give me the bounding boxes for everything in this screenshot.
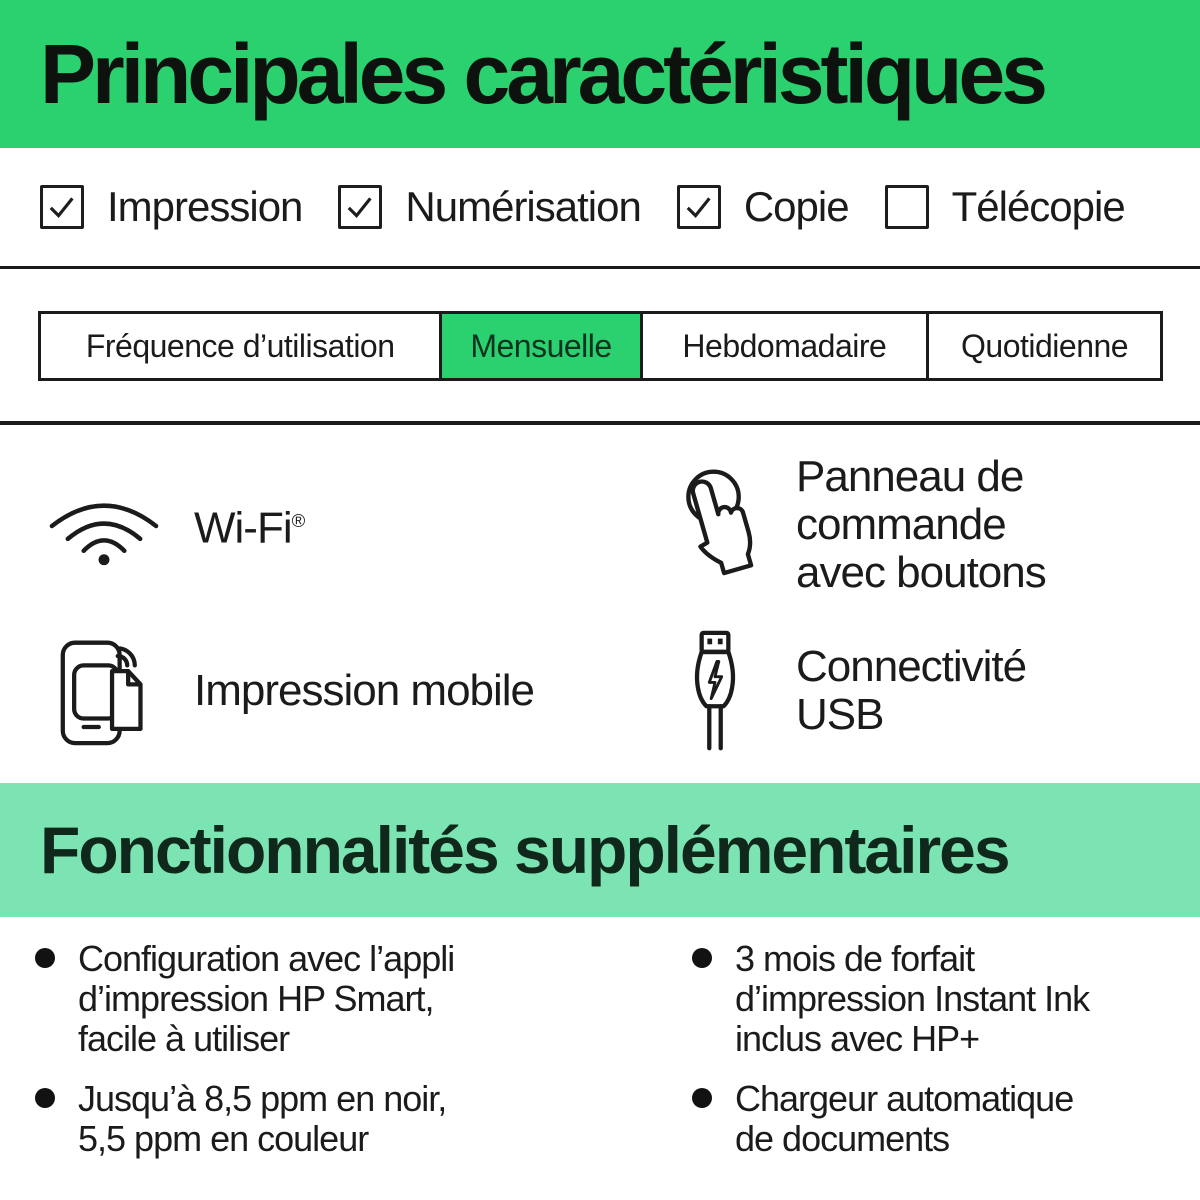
trademark-symbol: ® (291, 510, 305, 532)
checkbox-icon[interactable] (885, 185, 929, 229)
functions-row (0, 148, 1200, 266)
feature-label: Connectivité USB (796, 642, 1027, 739)
checkbox-label: Numérisation (405, 183, 641, 230)
frequency-selector (38, 311, 1163, 381)
frequency-option-mensuelle[interactable]: Mensuelle (439, 314, 639, 378)
bullet-text: Chargeur automatique de documents (735, 1078, 1074, 1159)
checkbox-icon[interactable] (677, 185, 721, 229)
extras-title: Fonctionnalités supplémentaires (40, 813, 1009, 887)
feature-label: Impression mobile (194, 666, 535, 715)
frequency-label: Fréquence d’utilisation (85, 327, 395, 364)
extras-column-right (692, 939, 1180, 1179)
checkbox-copie[interactable] (677, 183, 849, 231)
bullet-text: Jusqu’à 8,5 ppm en noir, 5,5 ppm en couleur (78, 1078, 447, 1159)
feature-label: Panneau de commande avec boutons (796, 452, 1046, 597)
touch-control-panel-icon (656, 463, 774, 587)
checkbox-telecopie[interactable] (885, 183, 1125, 231)
bullet-text: 3 mois de forfait d’impression Instant Ink inclus avec HP+ (735, 938, 1090, 1059)
feature-control-panel (600, 451, 1200, 599)
checkbox-label: Télécopie (951, 183, 1125, 230)
check-icon (680, 185, 718, 229)
checkbox-label: Copie (743, 183, 849, 230)
mobile-printing-icon (40, 632, 168, 750)
spacer (0, 381, 1200, 421)
wifi-icon (40, 483, 168, 567)
extras-column-left (35, 939, 692, 1179)
check-icon (43, 185, 81, 229)
feature-usb (600, 629, 1200, 753)
list-item (35, 1079, 692, 1159)
bullet-text: Configuration avec l’appli d’impression HP Smart, facile à utiliser (78, 938, 455, 1059)
checkbox-label: Impression (107, 183, 303, 230)
feature-mobile-printing (0, 629, 600, 753)
bullet-icon (35, 948, 55, 968)
bullet-icon (35, 1088, 55, 1108)
list-item (692, 1079, 1180, 1159)
extras-header-banner (0, 783, 1200, 917)
list-item (35, 939, 692, 1059)
checkbox-icon[interactable] (40, 185, 84, 229)
extras-section (0, 917, 1200, 1179)
feature-label: Wi-Fi® (194, 503, 305, 553)
checkbox-impression[interactable] (40, 183, 302, 231)
list-item (692, 939, 1180, 1059)
page-title: Principales caractéristiques (40, 26, 1044, 121)
checkbox-numerisation[interactable] (338, 183, 640, 231)
checkbox-icon[interactable] (338, 185, 382, 229)
main-header-banner (0, 0, 1200, 148)
features-grid (0, 425, 1200, 783)
usb-icon (656, 630, 774, 752)
bullet-icon (692, 1088, 712, 1108)
check-icon (341, 185, 379, 229)
frequency-option-hebdomadaire[interactable]: Hebdomadaire (640, 314, 926, 378)
frequency-option-quotidienne[interactable]: Quotidienne (926, 314, 1160, 378)
feature-wifi (0, 451, 600, 599)
frequency-section (0, 269, 1200, 381)
bullet-icon (692, 948, 712, 968)
